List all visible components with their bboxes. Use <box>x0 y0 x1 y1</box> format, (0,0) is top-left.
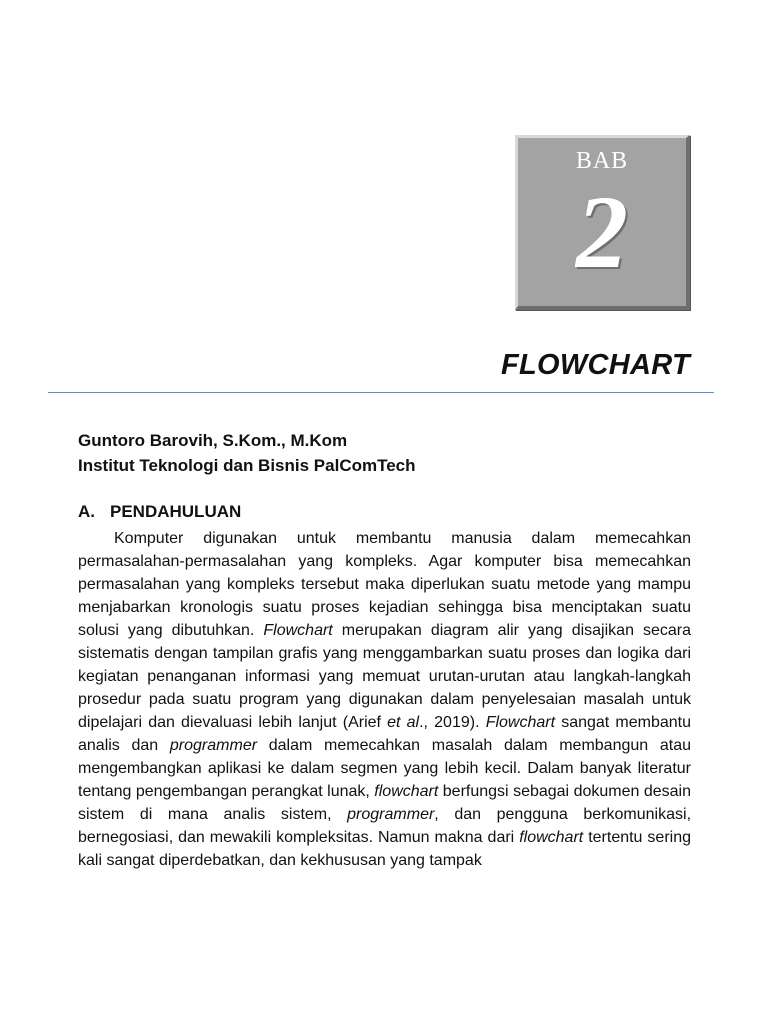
paragraph-segment: merupakan diagram alir yang disajikan secara sistematis dengan tampilan grafis yang menggambarkan suatu proses dan logika dari kegiatan penanganan informasi yang memuat urutan-urutan atau langkah-langkah prosedur pada suatu program yang digunakan dalam penyelesaian masalah untuk dipelajari dan dievaluasi lebih lanjut (Arief <box>78 622 692 731</box>
author-institution: Institut Teknologi dan Bisnis PalComTech <box>78 456 416 475</box>
paragraph-segment: dalam memecahkan masalah dalam membangun atau mengembangkan aplikasi ke dalam segmen yang lebih kecil. Dalam banyak literatur tentang pengembangan perangkat lunak, <box>78 737 692 800</box>
paragraph-segment: sangat membantu analis dan <box>78 714 691 754</box>
paragraph-segment: ., 2019). <box>419 714 486 731</box>
title-divider <box>48 392 714 393</box>
chapter-number: 2 <box>576 175 628 290</box>
section-heading <box>78 500 241 524</box>
paragraph-segment-italic: Flowchart <box>263 622 333 639</box>
author-name: Guntoro Barovih, S.Kom., M.Kom <box>78 431 348 450</box>
paragraph-segment-italic: flowchart <box>374 783 439 800</box>
paragraph-segment-italic: programmer <box>169 737 258 754</box>
author-block <box>78 428 416 478</box>
chapter-badge <box>515 135 690 310</box>
paragraph-segment-italic: flowchart <box>519 829 584 846</box>
section-title: PENDAHULUAN <box>110 502 242 521</box>
paragraph-segment-italic: Flowchart <box>485 714 556 731</box>
paragraph-segment-italic: programmer <box>347 806 435 823</box>
paragraph-segment: berfungsi sebagai dokumen desain sistem di mana analis sistem, <box>78 783 691 823</box>
chapter-title: FLOWCHART <box>500 349 690 381</box>
paragraph-segment: tertentu sering kali sangat diperdebatkan, dan kekhususan yang tampak <box>78 829 692 869</box>
intro-paragraph <box>78 527 691 872</box>
section-number: A. <box>78 502 95 521</box>
paragraph-segment: , dan pengguna berkomunikasi, bernegosiasi, dan mewakili kompleksitas. Namun makna dari <box>78 806 692 846</box>
chapter-label: BAB <box>575 148 629 174</box>
paragraph-segment: Komputer digunakan untuk membantu manusia dalam memecahkan permasalahan-permasalahan yang kompleks. Agar komputer bisa memecahkan permasalahan yang kompleks tersebut maka diperlukan suatu metode yang mampu menjabarkan kronologis suatu proses kejadian sehingga bisa menciptakan suatu solusi yang dibutuhkan. <box>78 530 691 639</box>
paragraph-segment-italic: et al <box>387 714 420 731</box>
